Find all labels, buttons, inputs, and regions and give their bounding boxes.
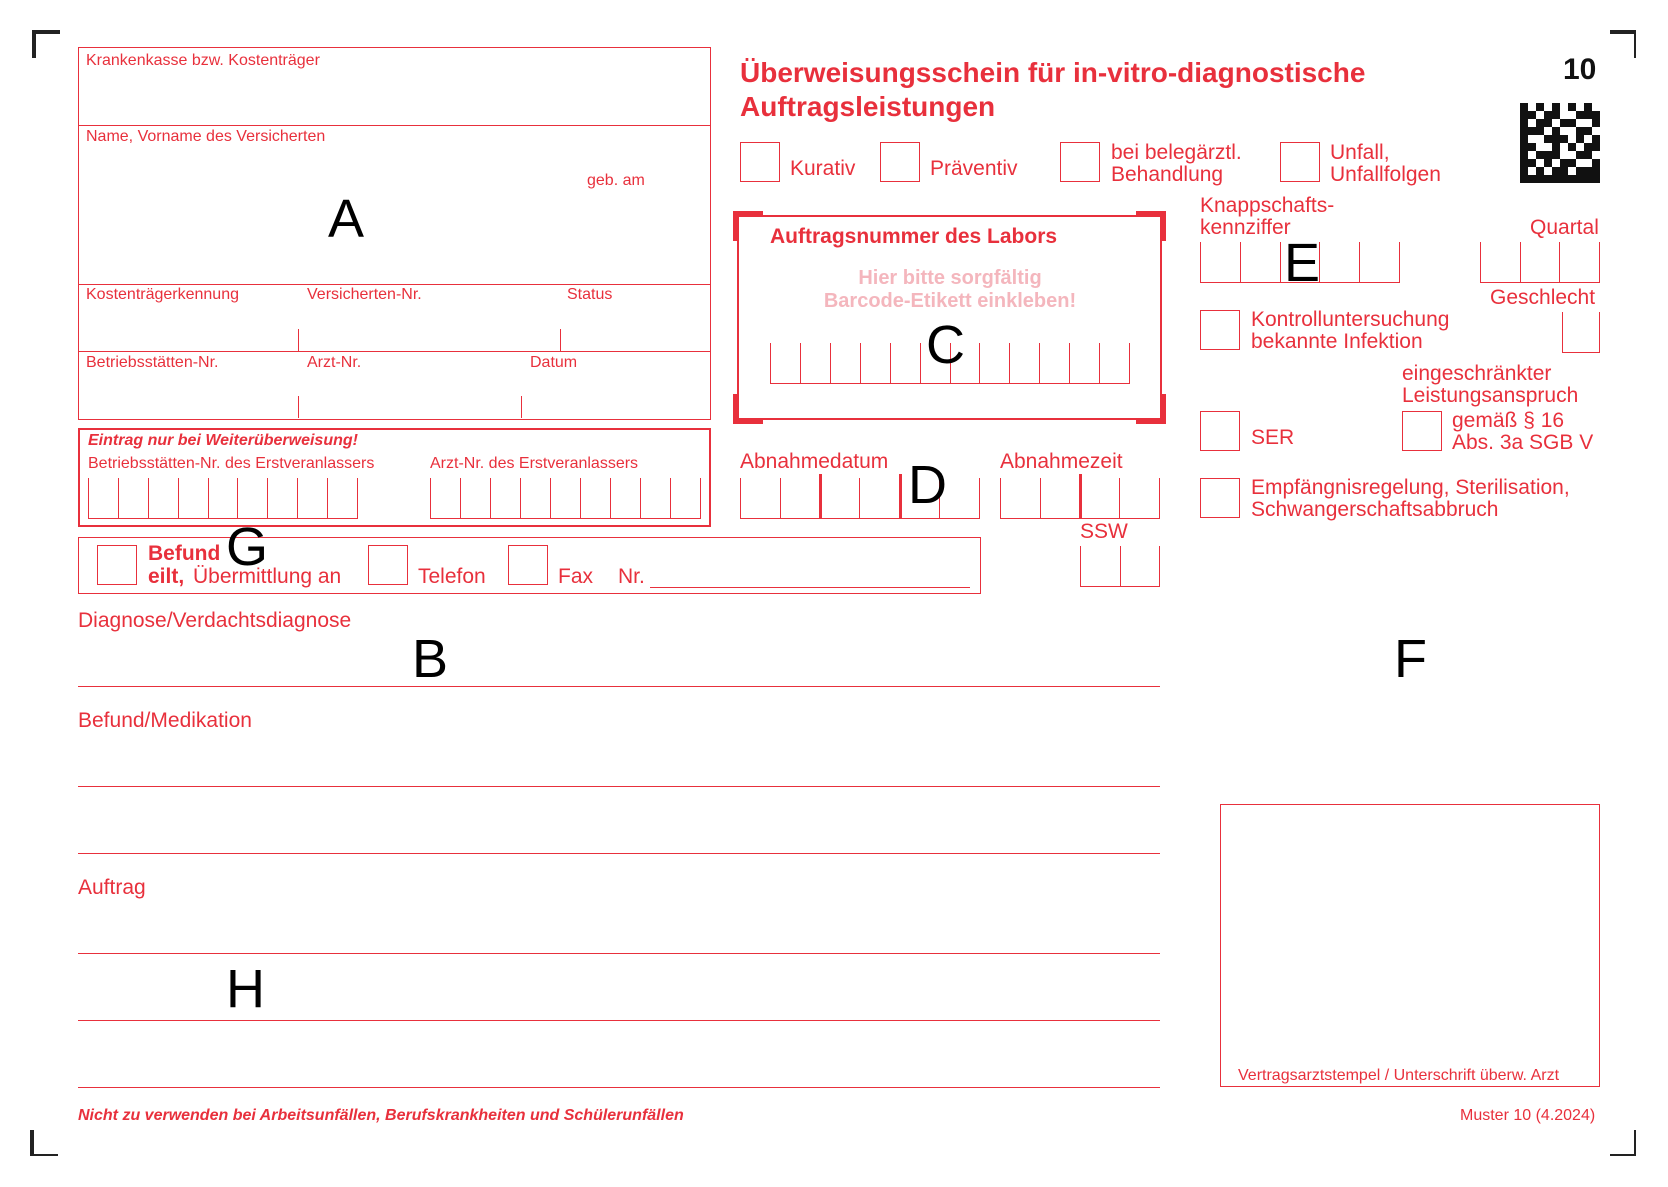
belegaerztl-label-2: Behandlung xyxy=(1111,163,1224,186)
sgb-label-2: Abs. 3a SGB V xyxy=(1452,431,1594,454)
empfaengnis-checkbox[interactable] xyxy=(1200,478,1240,518)
sgb-label-1: gemäß § 16 xyxy=(1452,409,1565,432)
crop-mark-bottom-left xyxy=(30,1128,58,1156)
footer-warning: Nicht zu verwenden bei Arbeitsunfällen, Berufskrankheiten und Schülerunfällen xyxy=(78,1107,684,1124)
diagnose-line[interactable] xyxy=(78,686,1160,687)
crop-mark-top-right xyxy=(1608,30,1636,58)
belegaerztl-checkbox[interactable] xyxy=(1060,142,1100,182)
befund-medikation-label: Befund/Medikation xyxy=(78,709,252,732)
arzt-nr-label: Arzt-Nr. xyxy=(307,354,362,371)
weiterueberweisung-title: Eintrag nur bei Weiterüberweisung! xyxy=(88,432,358,449)
status-label: Status xyxy=(567,286,613,303)
versicherten-nr-label: Versicherten-Nr. xyxy=(307,286,422,303)
labor-title: Auftragsnummer des Labors xyxy=(770,225,1058,248)
geb-am-label: geb. am xyxy=(587,172,645,189)
unfall-label-1: Unfall, xyxy=(1330,141,1390,164)
sgb-checkbox[interactable] xyxy=(1402,411,1442,451)
praeventiv-checkbox[interactable] xyxy=(880,142,920,182)
befund-medikation-line-2[interactable] xyxy=(78,853,1160,854)
abnahmezeit-sep xyxy=(1079,474,1082,518)
form-title-line1: Überweisungsschein für in-vitro-diagnostische xyxy=(740,57,1366,88)
kostentraegerkennung-label: Kostenträgerkennung xyxy=(86,286,239,303)
telefon-checkbox[interactable] xyxy=(368,545,408,585)
patient-divider-1 xyxy=(78,125,711,126)
tick-arzt xyxy=(298,396,299,418)
befund-eilt-checkbox[interactable] xyxy=(97,545,137,585)
erst-bsnr-label: Betriebsstätten-Nr. des Erstveranlassers xyxy=(88,455,375,472)
ser-checkbox[interactable] xyxy=(1200,411,1240,451)
abnahmedatum-sep-2 xyxy=(899,474,902,518)
kontrolluntersuchung-label-1: Kontrolluntersuchung xyxy=(1251,308,1450,331)
tick-datum xyxy=(521,396,522,418)
erst-bsnr-cells[interactable] xyxy=(88,478,358,519)
uebermittlung-label: Übermittlung an xyxy=(193,565,342,588)
stamp-box[interactable] xyxy=(1220,804,1600,1087)
overlay-letter-f: F xyxy=(1394,629,1427,689)
eilt-label: eilt, xyxy=(148,565,185,588)
kurativ-checkbox[interactable] xyxy=(740,142,780,182)
empfaengnis-label-2: Schwangerschaftsabbruch xyxy=(1251,498,1499,521)
name-label: Name, Vorname des Versicherten xyxy=(86,128,326,145)
kontrolluntersuchung-label-2: bekannte Infektion xyxy=(1251,330,1423,353)
nr-field-line[interactable] xyxy=(650,587,970,588)
crop-mark-bottom-right xyxy=(1608,1128,1636,1156)
overlay-letter-d: D xyxy=(908,455,947,515)
knappschaft-label-1: Knappschafts- xyxy=(1200,194,1335,217)
diagnose-label: Diagnose/Verdachtsdiagnose xyxy=(78,609,352,632)
overlay-letter-h: H xyxy=(226,959,265,1019)
empfaengnis-label-1: Empfängnisregelung, Sterilisation, xyxy=(1251,476,1570,499)
auftrag-label: Auftrag xyxy=(78,876,146,899)
abnahmedatum-sep-1 xyxy=(819,474,822,518)
erst-arzt-cells[interactable] xyxy=(430,478,701,519)
ssw-label: SSW xyxy=(1080,520,1128,543)
overlay-letter-e: E xyxy=(1284,233,1321,293)
belegaerztl-label-1: bei belegärztl. xyxy=(1111,141,1242,164)
overlay-letter-a: A xyxy=(328,189,365,249)
befund-label: Befund xyxy=(148,542,221,565)
ssw-cells[interactable] xyxy=(1080,546,1160,587)
labor-hint-line1: Hier bitte sorgfältig xyxy=(858,267,1042,289)
eingeschraenkt-label-1: eingeschränkter xyxy=(1402,362,1552,385)
fax-checkbox[interactable] xyxy=(508,545,548,585)
fax-label: Fax xyxy=(558,565,594,588)
eingeschraenkt-label-2: Leistungsanspruch xyxy=(1402,384,1579,407)
form-number: 10 xyxy=(1563,53,1597,86)
stamp-label: Vertragsarztstempel / Unterschrift überw. Arzt xyxy=(1238,1067,1560,1084)
footer-muster: Muster 10 (4.2024) xyxy=(1460,1107,1596,1124)
betriebsstaetten-label: Betriebsstätten-Nr. xyxy=(86,354,219,371)
nr-label: Nr. xyxy=(618,565,645,588)
auftrag-line-3[interactable] xyxy=(78,1087,1160,1088)
quartal-label: Quartal xyxy=(1530,216,1599,239)
unfall-checkbox[interactable] xyxy=(1280,142,1320,182)
crop-mark-top-left xyxy=(32,30,60,58)
kontrolluntersuchung-checkbox[interactable] xyxy=(1200,310,1240,350)
datamatrix-code xyxy=(1520,103,1600,183)
knappschaft-label-2: kennziffer xyxy=(1200,216,1291,239)
befund-medikation-line-1[interactable] xyxy=(78,786,1160,787)
kurativ-label: Kurativ xyxy=(790,157,856,180)
auftrag-line-2[interactable] xyxy=(78,1020,1160,1021)
ser-label: SER xyxy=(1251,426,1295,449)
praeventiv-label: Präventiv xyxy=(930,157,1018,180)
labor-hint-line2: Barcode-Etikett einkleben! xyxy=(823,290,1077,312)
form-title-line2: Auftragsleistungen xyxy=(740,91,996,122)
unfall-label-2: Unfallfolgen xyxy=(1330,163,1441,186)
patient-divider-3 xyxy=(78,351,711,352)
abnahmezeit-label: Abnahmezeit xyxy=(1000,450,1123,473)
quartal-cells[interactable] xyxy=(1480,242,1600,283)
overlay-letter-g: G xyxy=(226,517,269,577)
overlay-letter-c: C xyxy=(926,315,965,375)
geschlecht-cell[interactable] xyxy=(1562,312,1600,353)
overlay-letter-b: B xyxy=(412,629,449,689)
abnahmedatum-label: Abnahmedatum xyxy=(740,450,889,473)
auftrag-line-1[interactable] xyxy=(78,953,1160,954)
patient-divider-2 xyxy=(78,284,711,285)
geschlecht-label: Geschlecht xyxy=(1490,286,1596,309)
tick-versicherten xyxy=(298,329,299,351)
erst-arzt-label: Arzt-Nr. des Erstveranlassers xyxy=(430,455,639,472)
tick-status xyxy=(560,329,561,351)
datum-label: Datum xyxy=(530,354,578,371)
telefon-label: Telefon xyxy=(418,565,486,588)
krankenkasse-label: Krankenkasse bzw. Kostenträger xyxy=(86,52,320,69)
